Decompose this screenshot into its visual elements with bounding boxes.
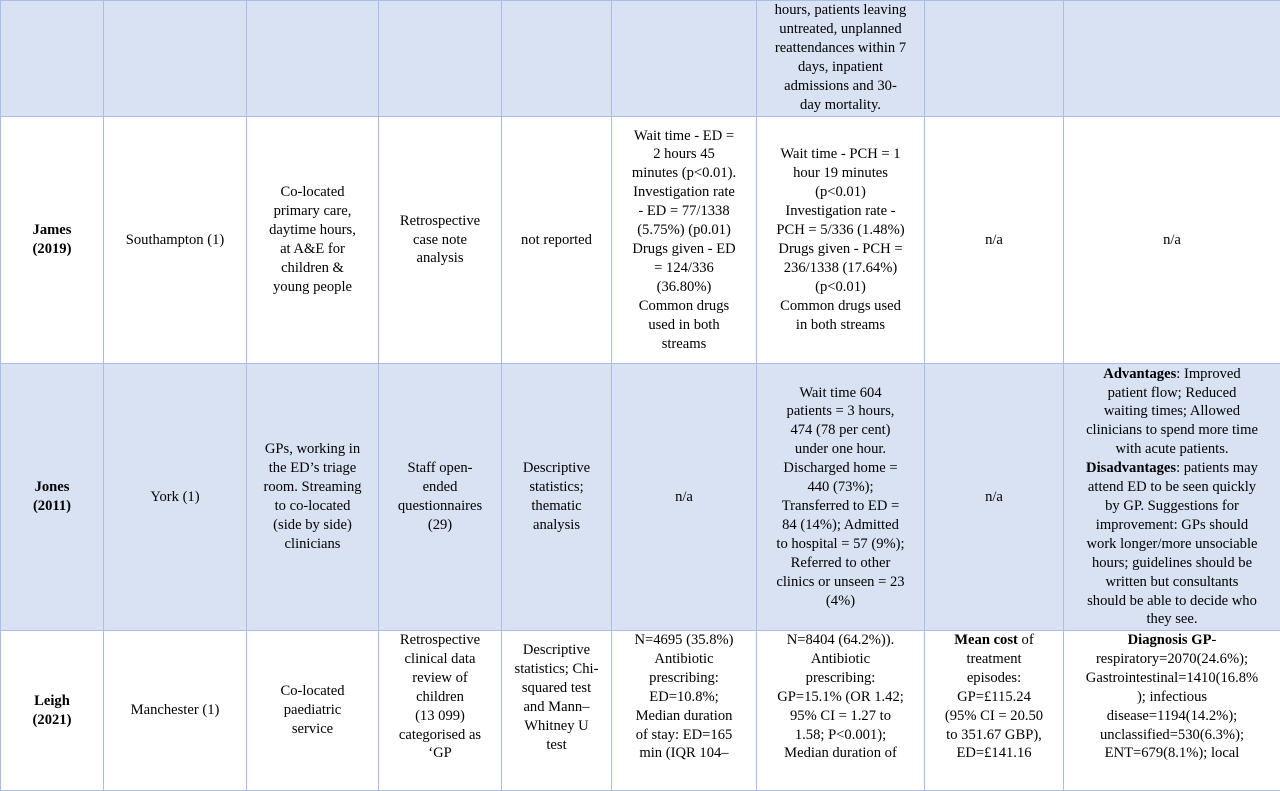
cell-line: N=4695 (35.8%) [616,631,752,650]
cell-line: prescribing: [616,669,752,688]
cell-line: patient flow; Reduced [1068,384,1276,403]
cell-line: Wait time - PCH = 1 [761,145,920,164]
disadvantages-label: Disadvantages [1086,460,1176,476]
cell-line: children [383,688,497,707]
cell-line: reattendances within 7 [761,39,920,58]
group-a-cell [612,631,757,791]
cell-line: unclassified=530(6.3%); [1068,726,1276,745]
cell-line: Wait time 604 [761,384,920,403]
cell-line: (29) [383,516,497,535]
cell-line: ); infectious [1068,688,1276,707]
cell-line: written but consultants [1068,573,1276,592]
cell-line: review of [383,669,497,688]
cell-line: they see. [1068,610,1276,629]
qualitative-cell: n/a [1064,117,1280,364]
cell-line: and Mann– [506,698,607,717]
cell-line: 2 hours 45 [616,145,752,164]
cell-line: the ED’s triage [251,459,374,478]
cell-line: 440 (73%); [761,478,920,497]
cell-line: GPs, working in [251,440,374,459]
cell-line: analysis [383,249,497,268]
cell-line: ED=£141.16 [929,744,1059,763]
cell-line: Referred to other [761,554,920,573]
cell-line: 1.58; P<0.001); [761,726,920,745]
cell-line: hour 19 minutes [761,164,920,183]
cell-line: Antibiotic [761,650,920,669]
cell-line: streams [616,335,752,354]
cell-line: squared test [506,679,607,698]
cell-line: Gastrointestinal=1410(16.8% [1068,669,1276,688]
advantages-label: Advantages [1103,366,1176,382]
analysis-cell [502,631,612,791]
cell-line: categorised as [383,726,497,745]
cell-line: (36.80%) [616,278,752,297]
qualitative-cell [1064,364,1280,631]
cell-line: GP=15.1% (OR 1.42; [761,688,920,707]
cell-text: : patients may [1176,460,1258,476]
cell-line: prescribing: [761,669,920,688]
cell-line: Median duration [616,707,752,726]
cell-line: young people [251,278,374,297]
method-cell [379,1,502,117]
cell-line: work longer/more unsociable [1068,535,1276,554]
cost-cell: n/a [925,117,1064,364]
group-b-cell [757,117,925,364]
cell-line: by GP. Suggestions for [1068,497,1276,516]
method-cell [379,364,502,631]
cell-line: should be able to decide who [1068,592,1276,611]
author-name: James [5,221,99,240]
cell-line: 84 (14%); Admitted [761,516,920,535]
cell-line: (13 099) [383,707,497,726]
cell-line: days, inpatient [761,58,920,77]
cell-line: to hospital = 57 (9%); [761,535,920,554]
cell-line: case note [383,231,497,250]
location-cell: York (1) [104,364,247,631]
cell-line [929,631,1059,650]
cell-line: (95% CI = 20.50 [929,707,1059,726]
cell-line: test [506,736,607,755]
cell-line: 474 (78 per cent) [761,421,920,440]
cell-line: clinicians to spend more time [1068,421,1276,440]
cell-line: (side by side) [251,516,374,535]
qualitative-cell [1064,1,1280,117]
cell-line: disease=1194(14.2%); [1068,707,1276,726]
author-cell [1,364,104,631]
author-cell [1,117,104,364]
method-cell [379,117,502,364]
author-cell [1,1,104,117]
mean-cost-label: Mean cost [954,632,1018,648]
location-cell: Southampton (1) [104,117,247,364]
cell-line: ED=10.8%; [616,688,752,707]
cell-line: Descriptive [506,459,607,478]
cell-line: service [251,720,374,739]
cell-line: statistics; Chi- [506,660,607,679]
cell-line: 95% CI = 1.27 to [761,707,920,726]
author-year: (2019) [5,240,99,259]
cell-line: Drugs given - PCH = [761,240,920,259]
cell-line: GP=£115.24 [929,688,1059,707]
cell-line: of stay: ED=165 [616,726,752,745]
author-name: Jones [5,478,99,497]
cell-line: questionnaires [383,497,497,516]
cell-text: - [1212,632,1217,648]
cell-line: thematic [506,497,607,516]
cell-line: to co-located [251,497,374,516]
cell-line: (p<0.01) [761,278,920,297]
group-a-cell: n/a [612,364,757,631]
author-year: (2021) [5,711,99,730]
cell-line: Investigation rate - [761,202,920,221]
cell-line: Staff open- [383,459,497,478]
cell-line: (p<0.01) [761,183,920,202]
group-b-cell [757,631,925,791]
cell-line: ended [383,478,497,497]
cell-line: treatment [929,650,1059,669]
cell-line: admissions and 30- [761,77,920,96]
cell-line: Common drugs [616,297,752,316]
cell-line: Drugs given - ED [616,240,752,259]
cell-line: room. Streaming [251,478,374,497]
model-cell [247,1,379,117]
cell-line: ‘GP [383,744,497,763]
model-cell [247,364,379,631]
cell-text: of [1018,632,1034,648]
cell-line: Discharged home = [761,459,920,478]
cell-line: Retrospective [383,212,497,231]
table-row [1,117,1280,364]
cost-cell: n/a [925,364,1064,631]
cell-line: Co-located [251,183,374,202]
cell-line: 236/1338 (17.64%) [761,259,920,278]
cell-line: min (IQR 104– [616,744,752,763]
model-cell [247,117,379,364]
qualitative-cell [1064,631,1280,791]
cell-line: episodes: [929,669,1059,688]
cell-line: hours, patients leaving [761,1,920,20]
table-row [1,631,1280,791]
cell-line: primary care, [251,202,374,221]
cell-line: hours; guidelines should be [1068,554,1276,573]
cell-line: at A&E for [251,240,374,259]
cell-line: in both streams [761,316,920,335]
cell-line: children & [251,259,374,278]
method-cell [379,631,502,791]
cell-line [1068,459,1276,478]
analysis-cell: not reported [502,117,612,364]
cell-line: improvement: GPs should [1068,516,1276,535]
cell-line: under one hour. [761,440,920,459]
cell-line: - ED = 77/1338 [616,202,752,221]
table-row [1,1,1280,117]
cost-cell [925,1,1064,117]
cell-line: Descriptive [506,641,607,660]
cell-line: day mortality. [761,96,920,115]
cell-line: ENT=679(8.1%); local [1068,744,1276,763]
cell-line: = 124/336 [616,259,752,278]
cell-line: PCH = 5/336 (1.48%) [761,221,920,240]
cell-line: Co-located [251,682,374,701]
model-cell [247,631,379,791]
cell-line: clinics or unseen = 23 [761,573,920,592]
cell-line: Wait time - ED = [616,127,752,146]
cell-text: : Improved [1176,366,1240,382]
diagnosis-label: Diagnosis GP [1128,632,1212,648]
cell-line: paediatric [251,701,374,720]
author-cell [1,631,104,791]
cell-line: (5.75%) (p0.01) [616,221,752,240]
cell-line [1068,365,1276,384]
cell-line: Retrospective [383,631,497,650]
cell-line: untreated, unplanned [761,20,920,39]
cell-line: patients = 3 hours, [761,402,920,421]
cell-line: with acute patients. [1068,440,1276,459]
cell-line: statistics; [506,478,607,497]
cell-line: Transferred to ED = [761,497,920,516]
analysis-cell [502,1,612,117]
author-name: Leigh [5,692,99,711]
author-year: (2011) [5,497,99,516]
table-row [1,364,1280,631]
group-a-cell [612,117,757,364]
cell-line: N=8404 (64.2%)). [761,631,920,650]
cell-line: analysis [506,516,607,535]
location-cell: Manchester (1) [104,631,247,791]
cell-line: attend ED to be seen quickly [1068,478,1276,497]
cell-line: to 351.67 GBP), [929,726,1059,745]
group-b-cell [757,364,925,631]
cell-line: waiting times; Allowed [1068,402,1276,421]
cell-line: used in both [616,316,752,335]
cell-line: Common drugs used [761,297,920,316]
cell-line: clinical data [383,650,497,669]
cell-line: Investigation rate [616,183,752,202]
cell-line: Median duration of [761,744,920,763]
cell-line: Antibiotic [616,650,752,669]
cost-cell [925,631,1064,791]
cell-line: daytime hours, [251,221,374,240]
group-a-cell [612,1,757,117]
group-b-cell [757,1,925,117]
analysis-cell [502,364,612,631]
cell-line: clinicians [251,535,374,554]
cell-line: (4%) [761,592,920,611]
cell-line [1068,631,1276,650]
cell-line: respiratory=2070(24.6%); [1068,650,1276,669]
cell-line: Whitney U [506,717,607,736]
location-cell [104,1,247,117]
cell-line: minutes (p<0.01). [616,164,752,183]
